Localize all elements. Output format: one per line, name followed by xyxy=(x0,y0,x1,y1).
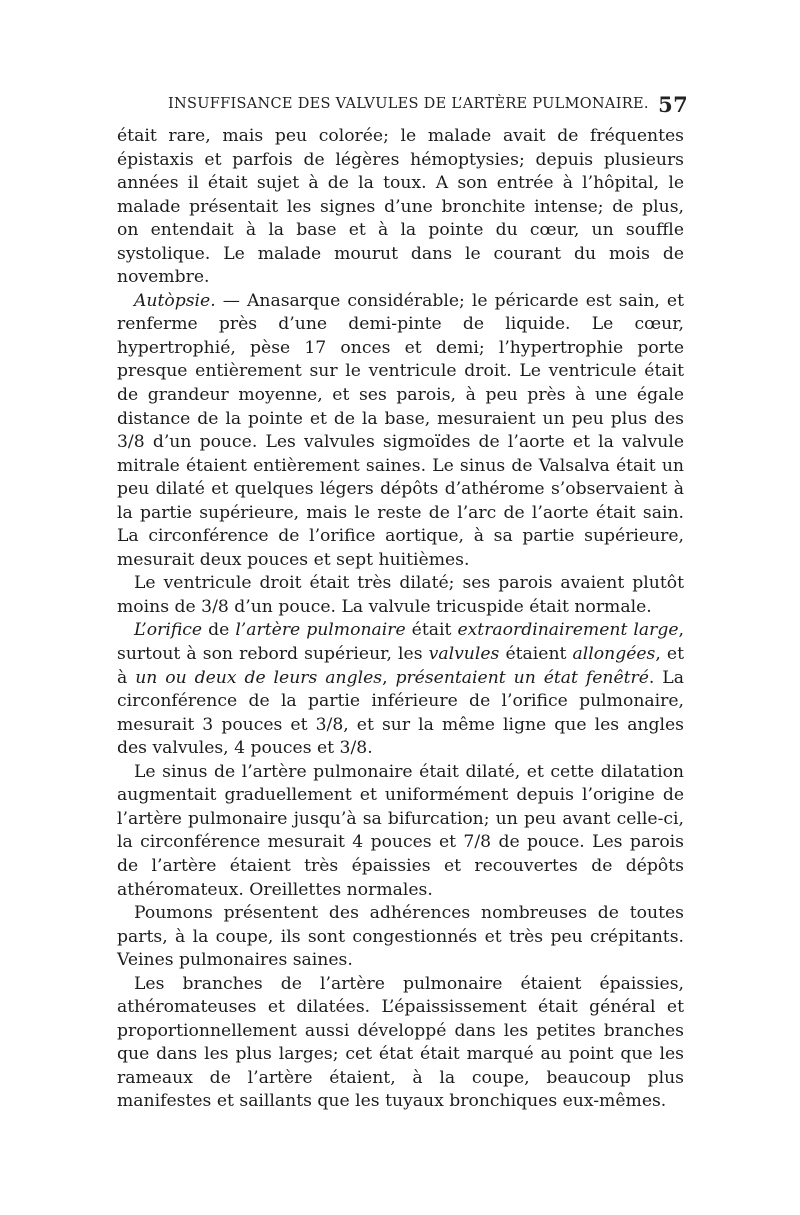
paragraph xyxy=(117,973,684,1114)
text-run: , surtout à son rebord supérieur, les xyxy=(117,620,685,665)
text-run: Les branches de l’artère pulmonaire étaient épaissies, athéromateuses et dilatées. L’épaississement était général et proportionnellement aussi développé dans les petites branches que dans les plus larges; cet état était marqué au point que les rameaux de l’artère étaient, à la coupe, beaucoup plus manifestes et saillants que les tuyaux bronchiques eux-mêmes. xyxy=(117,973,684,1112)
paragraph xyxy=(117,125,684,290)
text-run: Le sinus de l’artère pulmonaire était dilaté, et cette dilatation augmentait graduellement et uniformément depuis l’origine de l’artère pulmonaire jusqu’à sa bifurcation; un peu avant celle-ci, la circonférence mesurait 4 pouces et 7/8 de pouce. Les parois de l’artère étaient très épaissies et recouvertes de dépôts athéromateux. Oreillettes normales. xyxy=(117,761,684,900)
body-text xyxy=(117,125,684,1114)
text-run: de xyxy=(202,620,236,641)
paragraph xyxy=(117,572,684,619)
text-run: , xyxy=(382,667,396,688)
running-title: INSUFFISANCE DES VALVULES DE L’ARTÈRE PULMONAIRE. xyxy=(168,96,649,112)
italic-text-run: Autòpsie. xyxy=(134,290,216,311)
italic-text-run: un ou deux de leurs angles xyxy=(135,667,383,688)
page-number: 57 xyxy=(658,92,688,117)
running-header xyxy=(168,92,688,116)
italic-text-run: l’artère pulmonaire xyxy=(235,620,406,641)
italic-text-run: allongées xyxy=(572,644,656,665)
italic-text-run: extraordinairement large xyxy=(457,620,679,641)
paragraph xyxy=(117,619,684,760)
text-run: était xyxy=(405,620,458,641)
text-run: . La circonférence de la partie inférieure de l’orifice pulmonaire, mesurait 3 pouces et 3/8, et sur la même ligne que les angles des valvules, 4 pouces et 3/8. xyxy=(117,667,684,759)
text-run: étaient xyxy=(499,644,573,665)
text-run: était rare, mais peu colorée; le malade avait de fréquentes épistaxis et parfois de légères hémoptysies; depuis plusieurs années il était sujet à de la toux. A son entrée à l’hôpital, le malade présentait les signes d’une bronchite intense; de plus, on entendait à la base et à la pointe du cœur, un souffle systolique. Le malade mourut dans le courant du mois de novembre. xyxy=(117,126,684,288)
text-run: — Anasarque considérable; le péricarde est sain, et renferme près d’une demi-pinte de liquide. Le cœur, hypertrophié, pèse 17 onces et demi; l’hypertrophie porte presque entièrement sur le ventricule droit. Le ventricule était de grandeur moyenne, et ses parois, à peu près à une égale distance de la pointe et de la base, mesuraient un peu plus des 3/8 d’un pouce. Les valvules sigmoïdes de l’aorte et la valvule mitrale étaient entièrement saines. Le sinus de Valsalva était un peu dilaté et quelques légers dépôts d’athérome s’observaient à la partie supérieure, mais le reste de l’arc de l’aorte était sain. La circonférence de l’orifice aortique, à sa partie supérieure, mesurait deux pouces et sept huitièmes. xyxy=(117,290,684,570)
italic-text-run: présentaient un état fenêtré xyxy=(395,667,649,688)
paragraph xyxy=(117,902,684,973)
text-run: Poumons présentent des adhérences nombreuses de toutes parts, à la coupe, ils sont congestionnés et très peu crépitants. Veines pulmonaires saines. xyxy=(117,903,684,971)
text-run: Le ventricule droit était très dilaté; ses parois avaient plutôt moins de 3/8 d’un pouce. La valvule tricuspide était normale. xyxy=(117,573,684,617)
italic-text-run: valvules xyxy=(428,644,500,665)
paragraph xyxy=(117,761,684,902)
italic-text-run: L’orifice xyxy=(134,620,203,641)
text-run: , et à xyxy=(117,644,684,688)
paragraph xyxy=(117,290,684,573)
